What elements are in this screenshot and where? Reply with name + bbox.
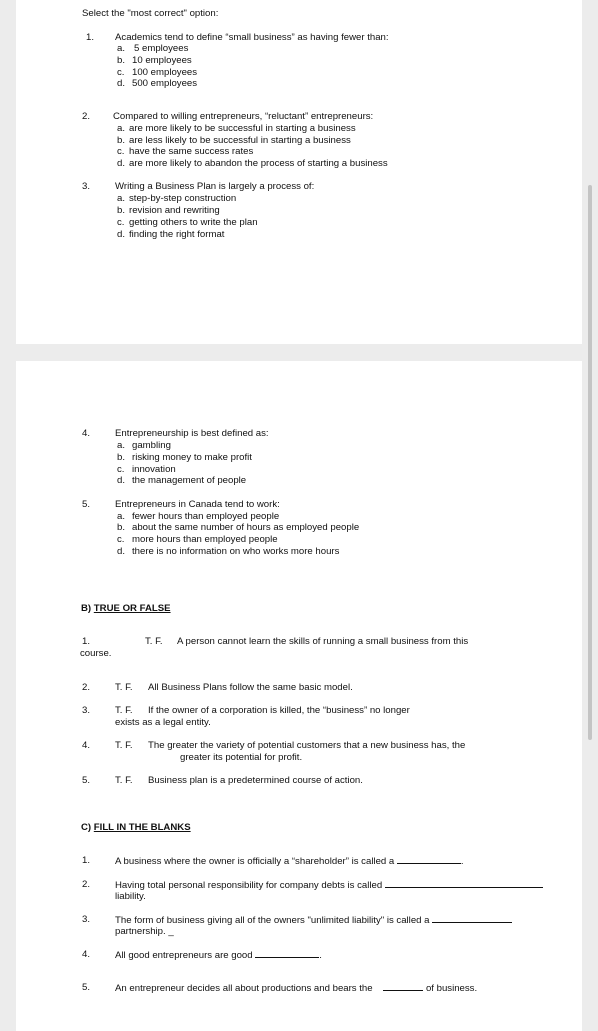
option-letter: b. [117,205,126,216]
scrollbar-thumb[interactable] [588,185,592,740]
fill-item [115,855,464,867]
fill-text-cont: liability. [115,891,146,902]
tf-statement-cont: greater its potential for profit. [180,752,303,763]
question-number: 3. [82,181,91,192]
question-text: Compared to willing entrepreneurs, “reluctant” entrepreneurs: [113,111,374,122]
option-letter: d. [117,546,126,557]
section-prefix: B) [81,603,92,614]
fill-item [115,914,512,926]
tf-marker: T. F. [115,775,133,786]
answer-blank[interactable] [385,879,543,888]
option-text: are more likely to abandon the process of starting a business [129,158,388,169]
question-number: 2. [82,111,91,122]
fill-number: 4. [82,949,91,960]
fill-number: 1. [82,855,91,866]
option-text: 10 employees [132,55,192,66]
option-letter: b. [117,522,126,533]
fill-text: The form of business giving all of the owners "unlimited liability" is called a [115,915,433,926]
option-letter: b. [117,55,126,66]
answer-blank[interactable] [397,855,461,864]
tf-marker: T. F. [145,636,163,647]
tf-number: 4. [82,740,91,751]
answer-blank[interactable] [255,949,319,958]
fill-text: An entrepreneur decides all about productions and bears the [115,983,376,994]
fill-item [115,949,322,961]
fill-item [115,982,477,994]
tf-statement: All Business Plans follow the same basic model. [148,682,353,693]
option-text: revision and rewriting [129,205,220,216]
fill-number: 3. [82,914,91,925]
option-text: gambling [132,440,171,451]
question-number: 5. [82,499,91,510]
question-text: Entrepreneurship is best defined as: [115,428,269,439]
option-letter: c. [117,464,125,475]
fill-end: . [319,950,322,961]
option-text: are less likely to be successful in starting a business [129,135,351,146]
option-letter: d. [117,229,126,240]
tf-statement: A person cannot learn the skills of running a small business from this [177,636,469,647]
question-text: Academics tend to define “small business” as having fewer than: [115,32,389,43]
tf-marker: T. F. [115,705,133,716]
question-number: 4. [82,428,91,439]
option-text: have the same success rates [129,146,254,157]
option-text: 500 employees [132,78,198,89]
option-letter: c. [117,146,125,157]
option-letter: b. [117,452,126,463]
option-text: about the same number of hours as employed people [132,522,360,533]
option-text: are more likely to be successful in starting a business [129,123,356,134]
option-text: finding the right format [129,229,225,240]
question-text: Entrepreneurs in Canada tend to work: [115,499,280,510]
option-text: getting others to write the plan [129,217,258,228]
fill-text: All good entrepreneurs are good [115,950,256,961]
section-title: FILL IN THE BLANKS [93,822,191,833]
answer-blank[interactable] [432,914,512,923]
tf-number: 2. [82,682,91,693]
option-letter: b. [117,135,126,146]
section-heading-true-false [81,603,171,614]
option-text: more hours than employed people [132,534,278,545]
question-text: Writing a Business Plan is largely a process of: [115,181,315,192]
document-page-2 [16,361,582,1031]
option-text: risking money to make profit [132,452,252,463]
tf-marker: T. F. [115,682,133,693]
tf-number: 3. [82,705,91,716]
instruction-text: Select the "most correct" option: [82,8,219,19]
tf-statement: Business plan is a predetermined course of action. [148,775,363,786]
section-prefix: C) [81,822,92,833]
option-letter: a. [117,511,126,522]
tf-statement: The greater the variety of potential customers that a new business has, the [148,740,466,751]
tf-statement: If the owner of a corporation is killed, the “business” no longer [148,705,410,716]
question-number: 1. [86,32,95,43]
tf-number: 5. [82,775,91,786]
tf-number: 1. [82,636,91,647]
option-text: 100 employees [132,67,198,78]
option-text: there is no information on who works more hours [132,546,340,557]
tf-statement-cont: exists as a legal entity. [115,717,211,728]
fill-text: Having total personal responsibility for company debts is called [115,880,385,891]
tf-marker: T. F. [115,740,133,751]
document-page-1 [16,0,582,344]
option-letter: c. [117,534,125,545]
option-letter: a. [117,43,126,54]
tf-statement-cont: course. [80,648,112,659]
option-letter: d. [117,78,126,89]
fill-number: 5. [82,982,91,993]
option-letter: c. [117,67,125,78]
answer-blank[interactable] [383,982,423,991]
option-letter: a. [117,440,126,451]
option-letter: c. [117,217,125,228]
option-text: fewer hours than employed people [132,511,280,522]
fill-text: A business where the owner is officially a “shareholder” is called a [115,856,397,867]
option-text: 5 employees [134,43,189,54]
option-text: the management of people [132,475,247,486]
fill-text-cont: partnership. _ [115,926,174,937]
section-title: TRUE OR FALSE [93,603,171,614]
section-heading-fill-blanks [81,822,191,833]
option-letter: d. [117,475,126,486]
option-letter: a. [117,193,126,204]
option-letter: a. [117,123,126,134]
option-text: step-by-step construction [129,193,237,204]
option-letter: d. [117,158,126,169]
fill-item [115,879,543,891]
option-text: innovation [132,464,176,475]
fill-end: . [460,856,464,867]
fill-number: 2. [82,879,91,890]
fill-end: of business. [423,983,478,994]
